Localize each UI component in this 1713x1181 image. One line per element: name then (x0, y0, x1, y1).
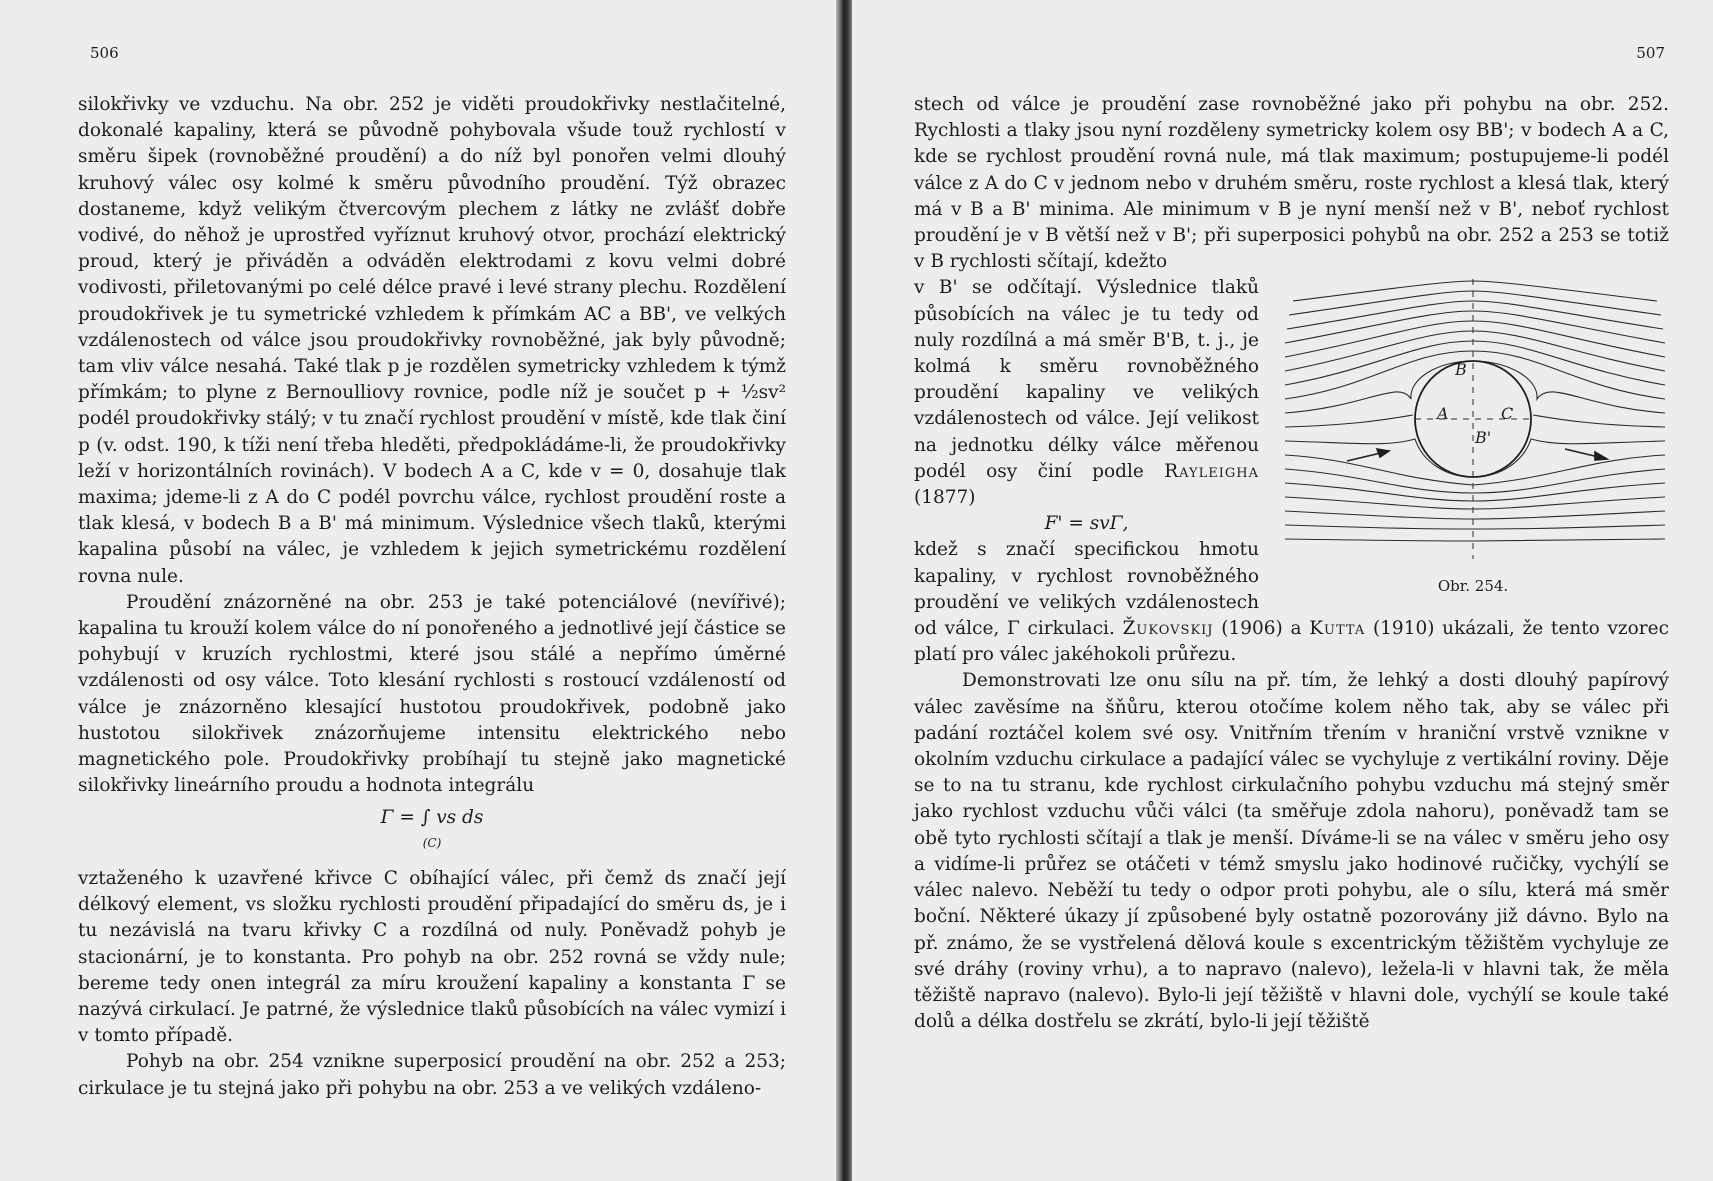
author-rayleigh: Rayleigha (1164, 460, 1259, 482)
right-page-text (914, 92, 1669, 1035)
paragraph: Pohyb na obr. 254 vznikne superposicí proudění na obr. 252 a 253; cirkulace je tu stejná jako při pohybu na obr. 253 a ve velikých vzdáleno- (78, 1051, 786, 1099)
streamline (1285, 415, 1413, 427)
streamline-diagram (1277, 279, 1669, 569)
equation-subscript: (C) (422, 835, 442, 850)
streamline (1285, 497, 1665, 509)
text-fragment: (1910) ukázali, že tento vzorec platí pro válec jakéhokoli průřezu. (914, 618, 1669, 666)
page-number: 506 (90, 44, 119, 62)
paragraph: stech od válce je proudění zase rovnoběžné jako při pohybu na obr. 252. Rychlosti a tlaky jsou nyní rozděleny symetricky kolem osy BB'; v bodech A a C, kde se rychlost proudění rovná nule, má tlak maximum; postupujeme-li podél válce z A do C v jednom nebo v druhém směru, roste rychlost a klesá tlak, který má v B a B' minima. Ale minimum v B je nyní menší než v B', neboť rychlost proudění je v B větší než v B'; při superposici pohybů na obr. 252 a 253 se totiž v B rychlosti sčítají, kdežto (914, 94, 1669, 273)
equation (78, 805, 786, 855)
streamline (1533, 415, 1665, 427)
streamline (1285, 321, 1665, 357)
streamline (1285, 539, 1665, 541)
paragraph: Proudění znázorněné na obr. 253 je také potenciálové (nevířivé); kapalina tu krouží kolem válce do ní ponořeného a jednotlivé její částice se pohybují v kruzích rychlostmi, které jsou stálé a nepřímo úměrné vzdálenosti od osy válce. Toto klesání rychlosti s rostoucí vzdáleností od válce je znázorněno klesající hustotou proudokřivek, podobně jako hustotou silokřivek znázorňujeme intensitu elektrického nebo magnetického pole. Proudokřivky probíhají tu stejně jako magnetické silokřivky lineárního proudu a hodnota integrálu (78, 591, 786, 797)
label-A: A (1437, 404, 1449, 424)
page-number: 507 (1636, 44, 1665, 62)
figure-caption: Obr. 254. (1437, 577, 1509, 596)
label-B: B (1455, 360, 1467, 380)
streamline (1285, 525, 1665, 529)
arrowhead (1377, 449, 1389, 457)
paragraph: silokřivky ve vzduchu. Na obr. 252 je viděti proudokřivky nestlačitelné, dokonalé kapaliny, která se původně pohybovala všude touž rychlostí v směru šipek (rovnoběžné proudění) a do níž byl ponořen velmi dlouhý kruhový válec osy kolmé k směru původního proudění. Týž obrazec dostaneme, když velikým čtvercovým plechem z látky ne zvlášť dobře vodivé, do něhož je uprostřed vyříznut kruhový otvor, prochází elektrický proud, který je přiváděn a odváděn elektrodami z kovu velmi dobré vodivosti, přiletovanými po celé délce pravé i levé strany plechu. Rozdělení proudokřivek je tu symetrické vzhledem k přímkám AC a BB', ve velkých vzdálenostech od válce jsou proudokřivky rovnoběžné, jak byly původně; tam vliv válce nesahá. Také tlak p je rozdělen symetricky vzhledem k týmž přímkám; to plyne z Bernoulliovy rovnice, podle níž je součet p + ½sv² podél proudokřivky stálý; v tu značí rychlost proudění v místě, kde tlak činí p (v. odst. 190, k tíži není třeba hleděti, předpokládáme-li, že proudokřivky leží v horizontálních rovinách). V bodech A a C, kde v = 0, dosahuje tlak maxima; jdeme-li z A do C podél povrchu válce, rychlost proudění roste a tlak klesá, v bodech B a B' má minimum. Výslednice všech tlaků, kterými kapalina působí na válec, je vzhledem k jejich symetrickému rozdělení rovna nule. (78, 94, 786, 587)
left-page-text (78, 92, 786, 1102)
streamline (1285, 311, 1665, 343)
formula: F' = svΓ, (1044, 513, 1129, 535)
streamline (1285, 483, 1665, 501)
label-B-prime: B' (1475, 428, 1492, 448)
streamline (1287, 301, 1663, 329)
label-C: C (1501, 404, 1514, 424)
wrapped-text: kdež s značí specifickou hmotu kapaliny, v rychlost rovnoběžného proudění ve velikých vzdálenostech od válce, Γ cirkulaci. (914, 539, 1259, 640)
text-fragment: (1906) a (1221, 618, 1302, 640)
author-kutta: Kutta (1309, 618, 1366, 640)
paragraph: Demonstrovati lze onu sílu na př. tím, že lehký a dosti dlouhý papírový válec zavěsíme na šňůru, kterou otočíme kolem něho tak, aby se válec při padání roztáčel kolem své osy. Vnitřním třením v hraniční vrstvě vznikne v okolním vzduchu cirkulace a padající válec se vychyluje z vertikální roviny. Děje se to na tu stranu, kde rychlost cirkulačního pohybu vzduchu má stejný směr jako rychlost vzduchu vůči válci (ta směřuje zdola nahoru), poněvadž tam se obě tyto rychlosti sčítají a tlak je menší. Díváme-li se na válec v směru jeho osy a vidíme-li průřez se otáčeti v témž smyslu jako hodinové ručičky, vychýlí se válec nalevo. Neběží tu tedy o odpor proti pohybu, ale o sílu, která má směr boční. Některé úkazy jí způsobené byly ostatně pozorovány již dávno. Bylo na př. známo, že se vystřelená dělová koule s excentrickým těžištěm vychyluje ze své dráhy (roviny vrhu), a to napravo (nalevo), ležela-li v hlavni tak, že měla těžiště napravo (nalevo). Bylo-li její těžiště v hlavni dole, vychýlí se koule také dolů a délka dostřelu se zkrátí, bylo-li její těžiště (914, 670, 1669, 1033)
arrowhead (1595, 452, 1607, 460)
streamline (1285, 511, 1665, 519)
paragraph: vztaženého k uzavřené křivce C obíhající válec, při čemž ds značí její délkový element, vs složku rychlosti proudění připadající do směru ds, je i tu nezávislá na tvaru křivky C a rozdílná od nuly. Poněvadž pohyb je stacionární, je to konstanta. Pro pohyb na obr. 252 rovná se vždy nule; bereme tedy onen integrál za míru kroužení kapaliny a konstanta Γ se nazývá cirkulací. Je patrné, že výslednice tlaků působících na válec vymizí i v tomto případě. (78, 867, 786, 1047)
author-zukovskij: Žukovskij (1122, 618, 1214, 640)
right-page (852, 0, 1713, 1181)
year: (1877) (914, 487, 976, 509)
left-page (0, 0, 840, 1181)
equation-body: Γ = ∫ vs ds (380, 807, 484, 829)
wrapped-text: v B' se odčítají. Výslednice tlaků působících na válec je tu tedy od nuly rozdílná a má směr B'B, t. j., je kolmá k směru rovnoběžného proudění kapaliny ve velikých vzdálenostech od válce. Její velikost na jednotku délky válce měřenou podél osy činí podle (914, 277, 1259, 482)
figure-254 (1277, 279, 1669, 599)
